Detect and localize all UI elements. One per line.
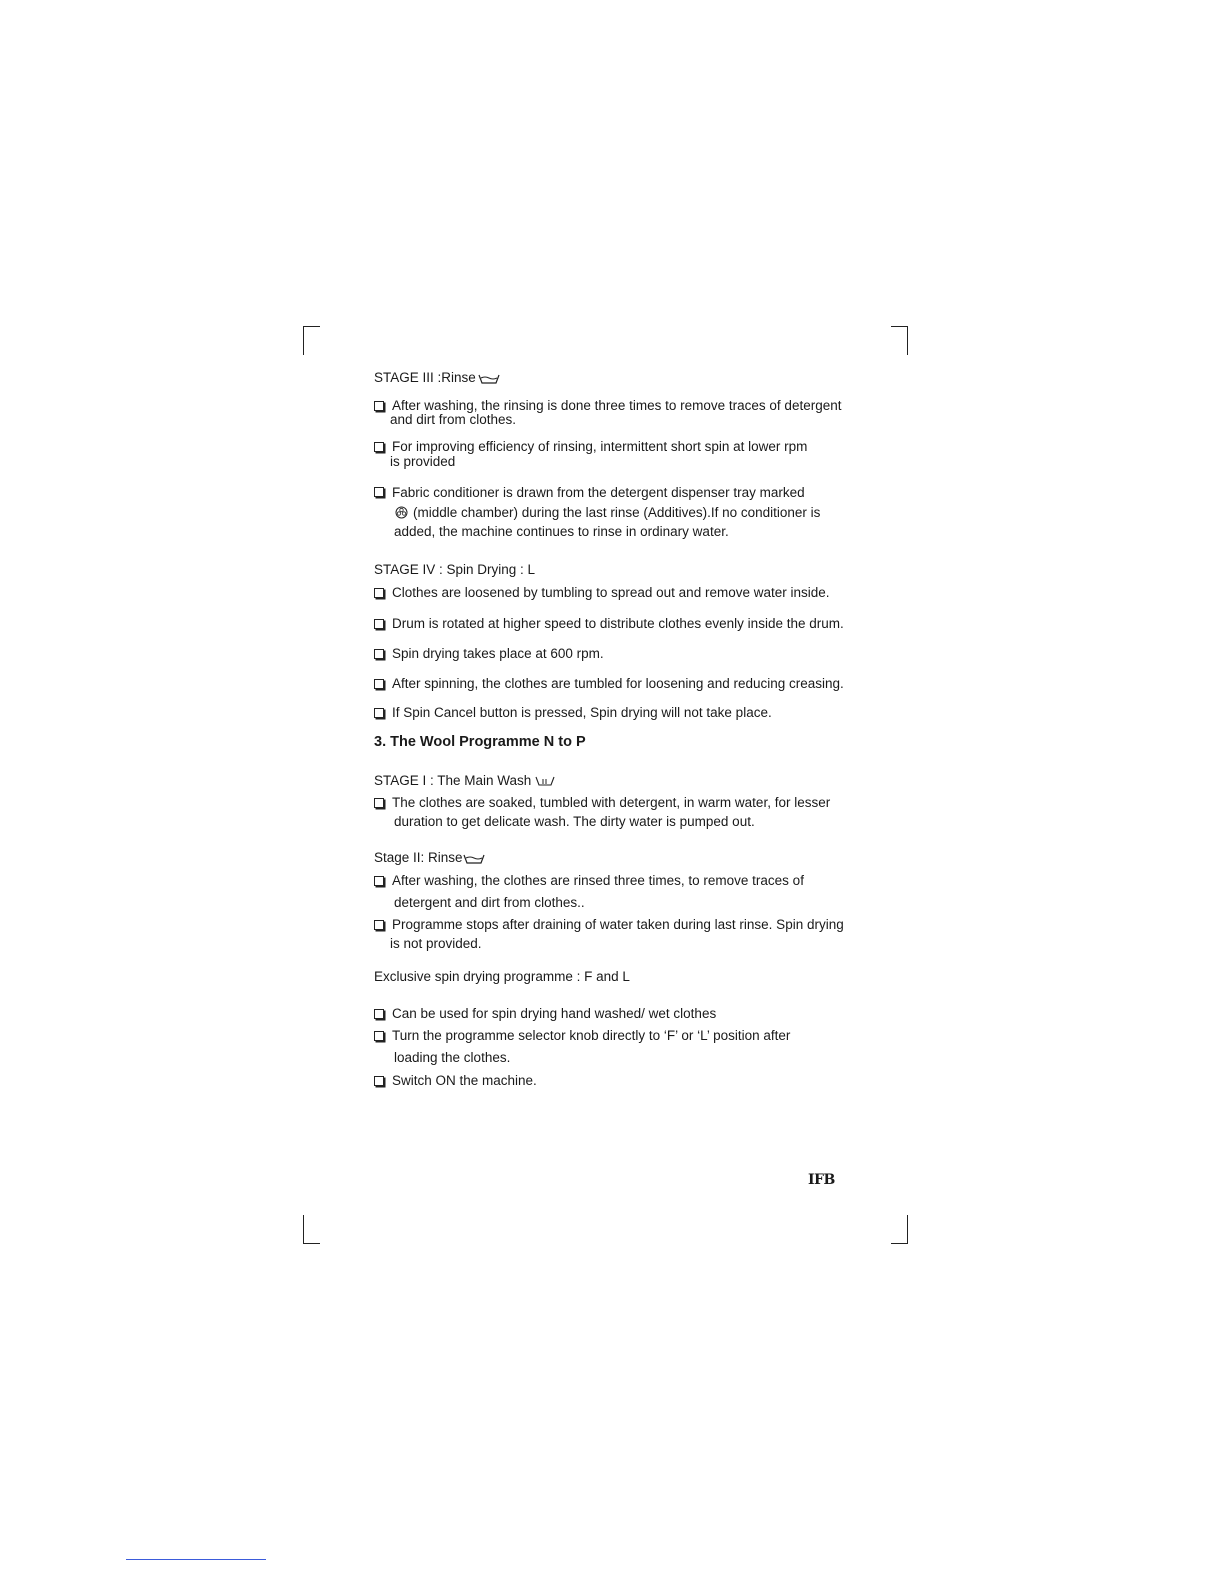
link-underline xyxy=(126,1559,266,1560)
wool-stage1-heading: STAGE I : The Main Wash xyxy=(374,773,532,788)
exclusive-spin-heading: Exclusive spin drying programme : F and L xyxy=(374,969,630,984)
checkbox-bullet xyxy=(374,1076,384,1086)
exclusive-bullet1: Can be used for spin drying hand washed/ wet clothes xyxy=(392,1006,717,1021)
wool-stage1-bullet1-line1: The clothes are soaked, tumbled with detergent, in warm water, for lesser xyxy=(392,795,831,810)
conditioner-flower-icon xyxy=(395,506,408,519)
wool-stage2-heading: Stage II: Rinse xyxy=(374,850,463,865)
wool-stage1-bullet1-line2: duration to get delicate wash. The dirty water is pumped out. xyxy=(394,814,755,829)
checkbox-bullet xyxy=(374,649,384,659)
stage3-bullet1-line2: and dirt from clothes. xyxy=(390,412,517,427)
stage3-bullet3-line1: Fabric conditioner is drawn from the detergent dispenser tray marked xyxy=(392,485,805,500)
wool-stage2-bullet1-line2: detergent and dirt from clothes.. xyxy=(394,895,585,910)
wool-stage2-bullet2-line1: Programme stops after draining of water taken during last rinse. Spin drying xyxy=(392,917,844,932)
crop-mark-bottom-left xyxy=(303,1215,320,1244)
checkbox-bullet xyxy=(374,679,384,689)
checkbox-bullet xyxy=(374,442,384,452)
checkbox-bullet xyxy=(374,619,384,629)
crop-mark-bottom-right xyxy=(891,1215,908,1244)
checkbox-bullet xyxy=(374,798,384,808)
stage3-bullet3-line3: added, the machine continues to rinse in ordinary water. xyxy=(394,524,729,539)
rinse-tub-icon xyxy=(478,373,500,385)
crop-mark-top-left xyxy=(303,326,320,355)
checkbox-bullet xyxy=(374,920,384,930)
exclusive-bullet2-line1: Turn the programme selector knob directly to ‘F’ or ‘L’ position after xyxy=(392,1028,791,1043)
stage3-bullet3-line2: (middle chamber) during the last rinse (Additives).If no conditioner is xyxy=(413,505,821,520)
wool-stage2-bullet2-line2: is not provided. xyxy=(390,936,482,951)
stage4-bullet2: Drum is rotated at higher speed to distribute clothes evenly inside the drum. xyxy=(392,616,844,631)
main-wash-tub-icon xyxy=(535,776,555,787)
stage3-bullet2-line2: is provided xyxy=(390,454,456,469)
stage3-bullet2-line1: For improving efficiency of rinsing, intermittent short spin at lower rpm xyxy=(392,439,808,454)
ifb-logo: IFB xyxy=(808,1172,835,1188)
stage4-heading: STAGE IV : Spin Drying : L xyxy=(374,562,536,577)
checkbox-bullet xyxy=(374,487,384,497)
exclusive-bullet2-line2: loading the clothes. xyxy=(394,1050,511,1065)
checkbox-bullet xyxy=(374,1009,384,1019)
stage4-bullet5: If Spin Cancel button is pressed, Spin drying will not take place. xyxy=(392,705,772,720)
stage3-bullet1-line1: After washing, the rinsing is done three times to remove traces of detergent xyxy=(392,398,842,413)
checkbox-bullet xyxy=(374,401,384,411)
stage4-bullet3: Spin drying takes place at 600 rpm. xyxy=(392,646,604,661)
rinse-tub-icon xyxy=(463,853,485,865)
crop-mark-top-right xyxy=(891,326,908,355)
checkbox-bullet xyxy=(374,708,384,718)
exclusive-bullet3: Switch ON the machine. xyxy=(392,1073,537,1088)
checkbox-bullet xyxy=(374,1031,384,1041)
stage3-heading: STAGE III :Rinse xyxy=(374,370,476,385)
stage4-bullet1: Clothes are loosened by tumbling to spread out and remove water inside. xyxy=(392,585,830,600)
checkbox-bullet xyxy=(374,876,384,886)
wool-stage2-bullet1-line1: After washing, the clothes are rinsed three times, to remove traces of xyxy=(392,873,804,888)
stage4-bullet4: After spinning, the clothes are tumbled for loosening and reducing creasing. xyxy=(392,676,844,691)
checkbox-bullet xyxy=(374,588,384,598)
wool-programme-heading: 3. The Wool Programme N to P xyxy=(374,734,586,750)
